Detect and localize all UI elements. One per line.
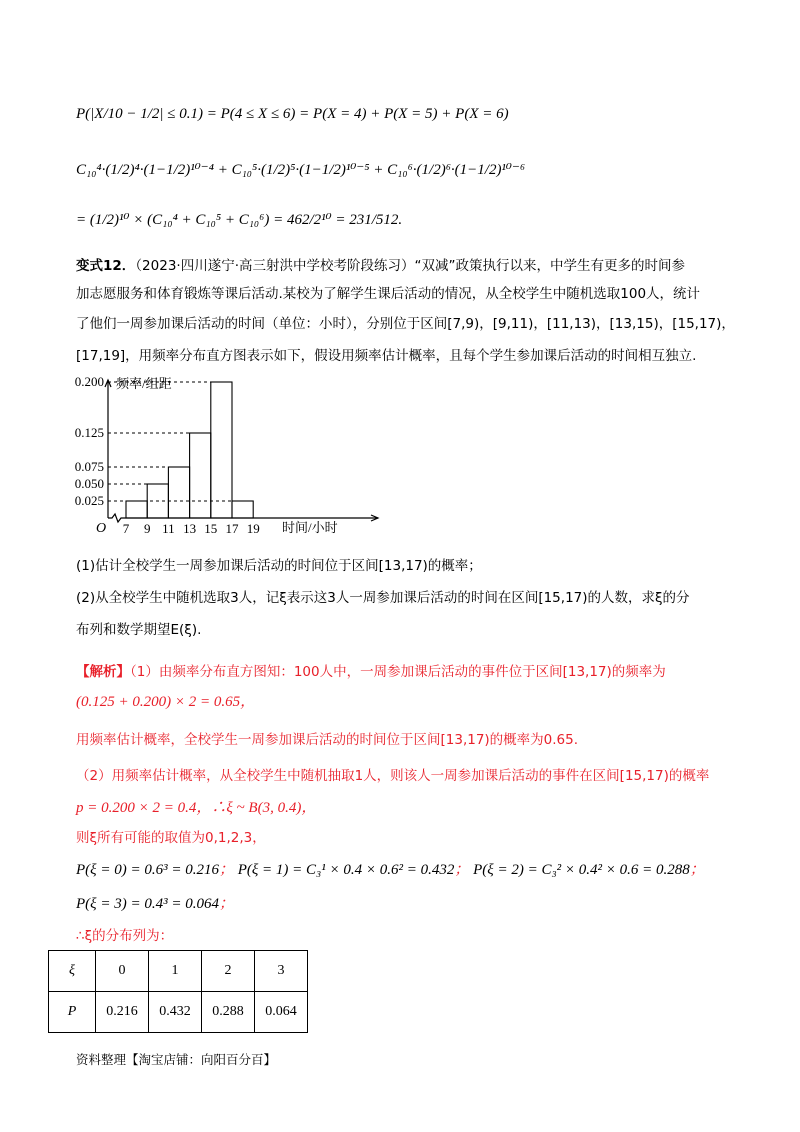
problem-source: （2023·四川遂宁·高三射洪中学校考阶段练习） <box>135 258 415 274</box>
solution-line-7 <box>76 860 705 880</box>
x-tick-label: 15 <box>204 521 218 536</box>
separator-1: ； <box>218 862 234 878</box>
separator-4: ； <box>218 896 234 912</box>
x-tick-label: 9 <box>143 521 151 536</box>
chart-origin: O <box>96 521 107 536</box>
formula-line-1 <box>76 104 509 124</box>
x-tick-label: 7 <box>122 521 130 536</box>
question-2-line-2: 布列和数学期望E(ξ). <box>76 622 202 638</box>
frequency-histogram <box>60 370 390 540</box>
distribution-table <box>48 950 308 1033</box>
histogram-bar <box>232 501 253 518</box>
question-2-line-1: (2)从全校学生中随机选取3人，记ξ表示这3人一周参加课后活动的时间在区间[15,17)的人数，求ξ的分 <box>76 590 690 606</box>
prob-xi-1: P(ξ = 1) = C₃¹ × 0.4 × 0.6² = 0.432 <box>237 862 455 878</box>
solution-line-8 <box>76 894 234 914</box>
chart-ylabel: 频率/组距 <box>116 376 172 391</box>
y-tick-label: 0.025 <box>74 493 104 508</box>
solution-binomial: ，∴ξ ~ B(3, 0.4)， <box>196 800 317 816</box>
solution-line-2: (0.125 + 0.200) × 2 = 0.65， <box>76 694 256 710</box>
solution-tag: 【解析】 <box>76 664 130 680</box>
problem-label: 变式12． <box>76 258 136 274</box>
formula-1-lhs: P(|X/10 − 1/2| ≤ 0.1) <box>76 106 204 122</box>
table-row <box>49 951 308 992</box>
solution-line-5 <box>76 798 316 818</box>
separator-2: ； <box>454 862 470 878</box>
y-tick-label: 0.125 <box>74 425 104 440</box>
chart-xlabel: 时间/小时 <box>282 520 338 535</box>
prob-xi-2: P(ξ = 2) = C₃² × 0.4² × 0.6 = 0.288 <box>473 862 690 878</box>
formula-line-2: C₁₀⁴·(1/2)⁴·(1−1/2)¹⁰⁻⁴ + C₁₀⁵·(1/2)⁵·(1−1/2)¹⁰⁻⁵ + C₁₀⁶·(1/2)⁶·(1−1/2)¹⁰⁻⁶ <box>76 162 526 178</box>
x-tick-label: 13 <box>183 521 197 536</box>
histogram-bar <box>190 433 211 518</box>
x-tick-label: 11 <box>162 521 175 536</box>
y-tick-label: 0.075 <box>74 459 104 474</box>
y-tick-label: 0.200 <box>74 374 104 389</box>
solution-line-3: 用频率估计概率，全校学生一周参加课后活动的时间位于区间[13,17)的概率为0.65. <box>76 732 579 748</box>
problem-line-3: 了他们一周参加课后活动的时间（单位：小时），分别位于区间[7,9)，[9,11)，[11,13)，[13,15)，[15,17)， <box>76 316 735 332</box>
solution-line-1 <box>76 662 666 682</box>
x-tick-label: 17 <box>225 521 239 536</box>
table-cell: 0 <box>96 951 149 992</box>
y-tick-label: 0.050 <box>74 476 104 491</box>
problem-text-1: “双减”政策执行以来，中学生有更多的时间参 <box>414 258 685 274</box>
histogram-bar <box>126 501 147 518</box>
solution-line-9: ∴ξ的分布列为： <box>76 928 174 944</box>
question-1: (1)估计全校学生一周参加课后活动的时间位于区间[13,17)的概率； <box>76 558 482 574</box>
table-cell: 3 <box>255 951 308 992</box>
solution-line-6: 则ξ所有可能的取值为0,1,2,3， <box>76 830 266 846</box>
solution-p-value: p = 0.200 × 2 = 0.4 <box>76 800 197 816</box>
problem-line-4: [17,19]，用频率分布直方图表示如下，假设用频率估计概率，且每个学生参加课后活动的时间相互独立. <box>76 348 697 364</box>
table-row <box>49 992 308 1033</box>
table-cell: 0.432 <box>149 992 202 1033</box>
table-cell: ξ <box>49 951 96 992</box>
table-cell: 1 <box>149 951 202 992</box>
table-cell: 0.064 <box>255 992 308 1033</box>
table-cell: 0.216 <box>96 992 149 1033</box>
prob-xi-3: P(ξ = 3) = 0.4³ = 0.064 <box>76 896 219 912</box>
table-cell: 0.288 <box>202 992 255 1033</box>
footer-note: 资料整理【淘宝店铺：向阳百分百】 <box>76 1052 277 1067</box>
solution-text-1: （1）由频率分布直方图知：100人中，一周参加课后活动的事件位于区间[13,17)的频率为 <box>130 664 666 680</box>
prob-xi-0: P(ξ = 0) = 0.6³ = 0.216 <box>76 862 219 878</box>
formula-1-rhs: = P(4 ≤ X ≤ 6) = P(X = 4) + P(X = 5) + P(X = 6) <box>206 106 509 122</box>
solution-line-4: （2）用频率估计概率，从全校学生中随机抽取1人，则该人一周参加课后活动的事件在区间[15,17)的概率 <box>76 768 710 784</box>
histogram-bar <box>168 467 189 518</box>
table-cell: 2 <box>202 951 255 992</box>
problem-line-2: 加志愿服务和体育锻炼等课后活动.某校为了解学生课后活动的情况，从全校学生中随机选取100人，统计 <box>76 286 701 302</box>
x-tick-label: 19 <box>246 521 260 536</box>
table-cell: P <box>49 992 96 1033</box>
problem-line-1 <box>76 256 685 276</box>
separator-3: ； <box>689 862 705 878</box>
formula-line-3: = (1/2)¹⁰ × (C₁₀⁴ + C₁₀⁵ + C₁₀⁶) = 462/2¹⁰ = 231/512. <box>76 212 403 228</box>
histogram-bar <box>211 382 232 518</box>
